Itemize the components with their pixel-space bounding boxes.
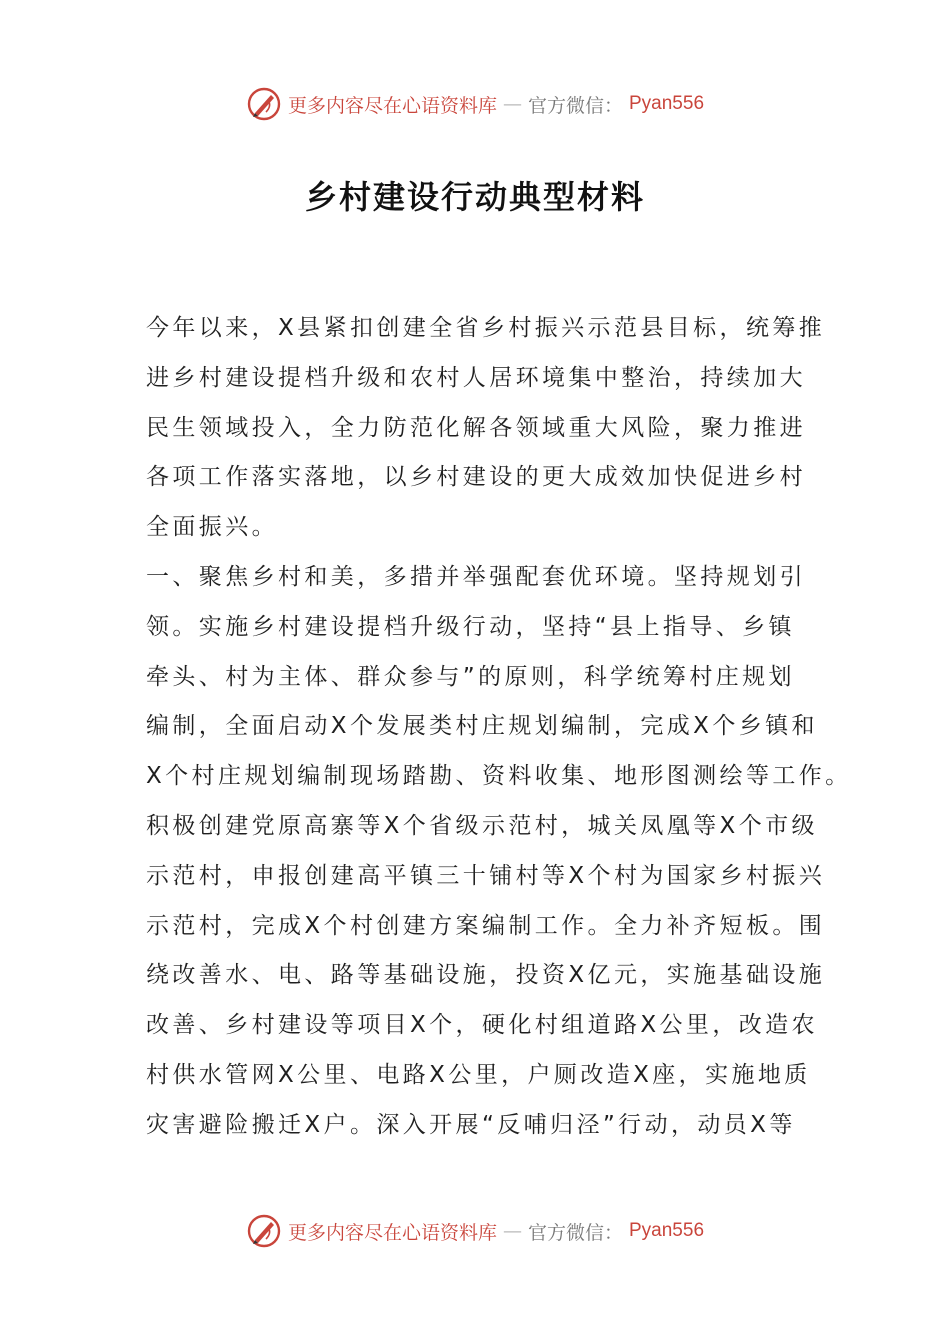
watermark-brand-text: 更多内容尽在心语资料库 (287, 94, 497, 117)
body-line: 编制，全面启动X个发展类村庄规划编制，完成X个乡镇和 (146, 713, 818, 740)
document-body (146, 304, 852, 1151)
pen-logo-icon (246, 86, 282, 122)
body-line: 牵头、村为主体、群众参与”的原则，科学统筹村庄规划 (146, 663, 795, 690)
body-line: 今年以来，X县紧扣创建全省乡村振兴示范县目标，统筹推 (146, 315, 826, 341)
body-line: 领。实施乡村建设提档升级行动，坚持“县上指导、乡镇 (146, 613, 795, 640)
body-line: 灾害避险搬迁X户。深入开展“反哺归泾”行动，动员X等 (146, 1111, 796, 1138)
footer-watermark (0, 1211, 950, 1251)
body-line: X个村庄规划编制现场踏勘、资料收集、地形图测绘等工作。 (146, 763, 852, 790)
watermark-wechat-id: Pyan556 (629, 1220, 705, 1241)
watermark-brand-text: 更多内容尽在心语资料库 (287, 1221, 497, 1244)
body-line: 村供水管网X公里、电路X公里，户厕改造X座，实施地质 (146, 1061, 811, 1088)
body-line: 示范村，申报创建高平镇三十铺村等X个村为国家乡村振兴 (146, 862, 826, 889)
watermark-official-label: 官方微信： (527, 1221, 623, 1244)
body-line: 积极创建党原高寨等X个省级示范村，城关凤凰等X个市级 (146, 812, 818, 839)
body-line: 民生领域投入，全力防范化解各领域重大风险，聚力推进 (146, 414, 806, 441)
pen-logo-icon (246, 1213, 282, 1249)
watermark-official-label: 官方微信： (527, 94, 623, 117)
body-line: 示范村，完成X个村创建方案编制工作。全力补齐短板。围 (146, 912, 826, 939)
document-title: 乡村建设行动典型材料 (304, 178, 645, 216)
body-line: 进乡村建设提档升级和农村人居环境集中整治，持续加大 (146, 364, 806, 391)
body-line: 全面振兴。 (146, 514, 278, 541)
body-line: 一、聚焦乡村和美，多措并举强配套优环境。坚持规划引 (146, 563, 806, 590)
watermark-separator: — (502, 93, 522, 115)
body-line: 改善、乡村建设等项目X个，硬化村组道路X公里，改造农 (146, 1012, 818, 1039)
watermark-wechat-id: Pyan556 (629, 93, 705, 114)
watermark-separator: — (502, 1220, 522, 1242)
body-line: 各项工作落实落地，以乡村建设的更大成效加快促进乡村 (146, 464, 806, 491)
body-line: 绕改善水、电、路等基础设施，投资X亿元，实施基础设施 (146, 962, 826, 989)
header-watermark (0, 84, 950, 124)
